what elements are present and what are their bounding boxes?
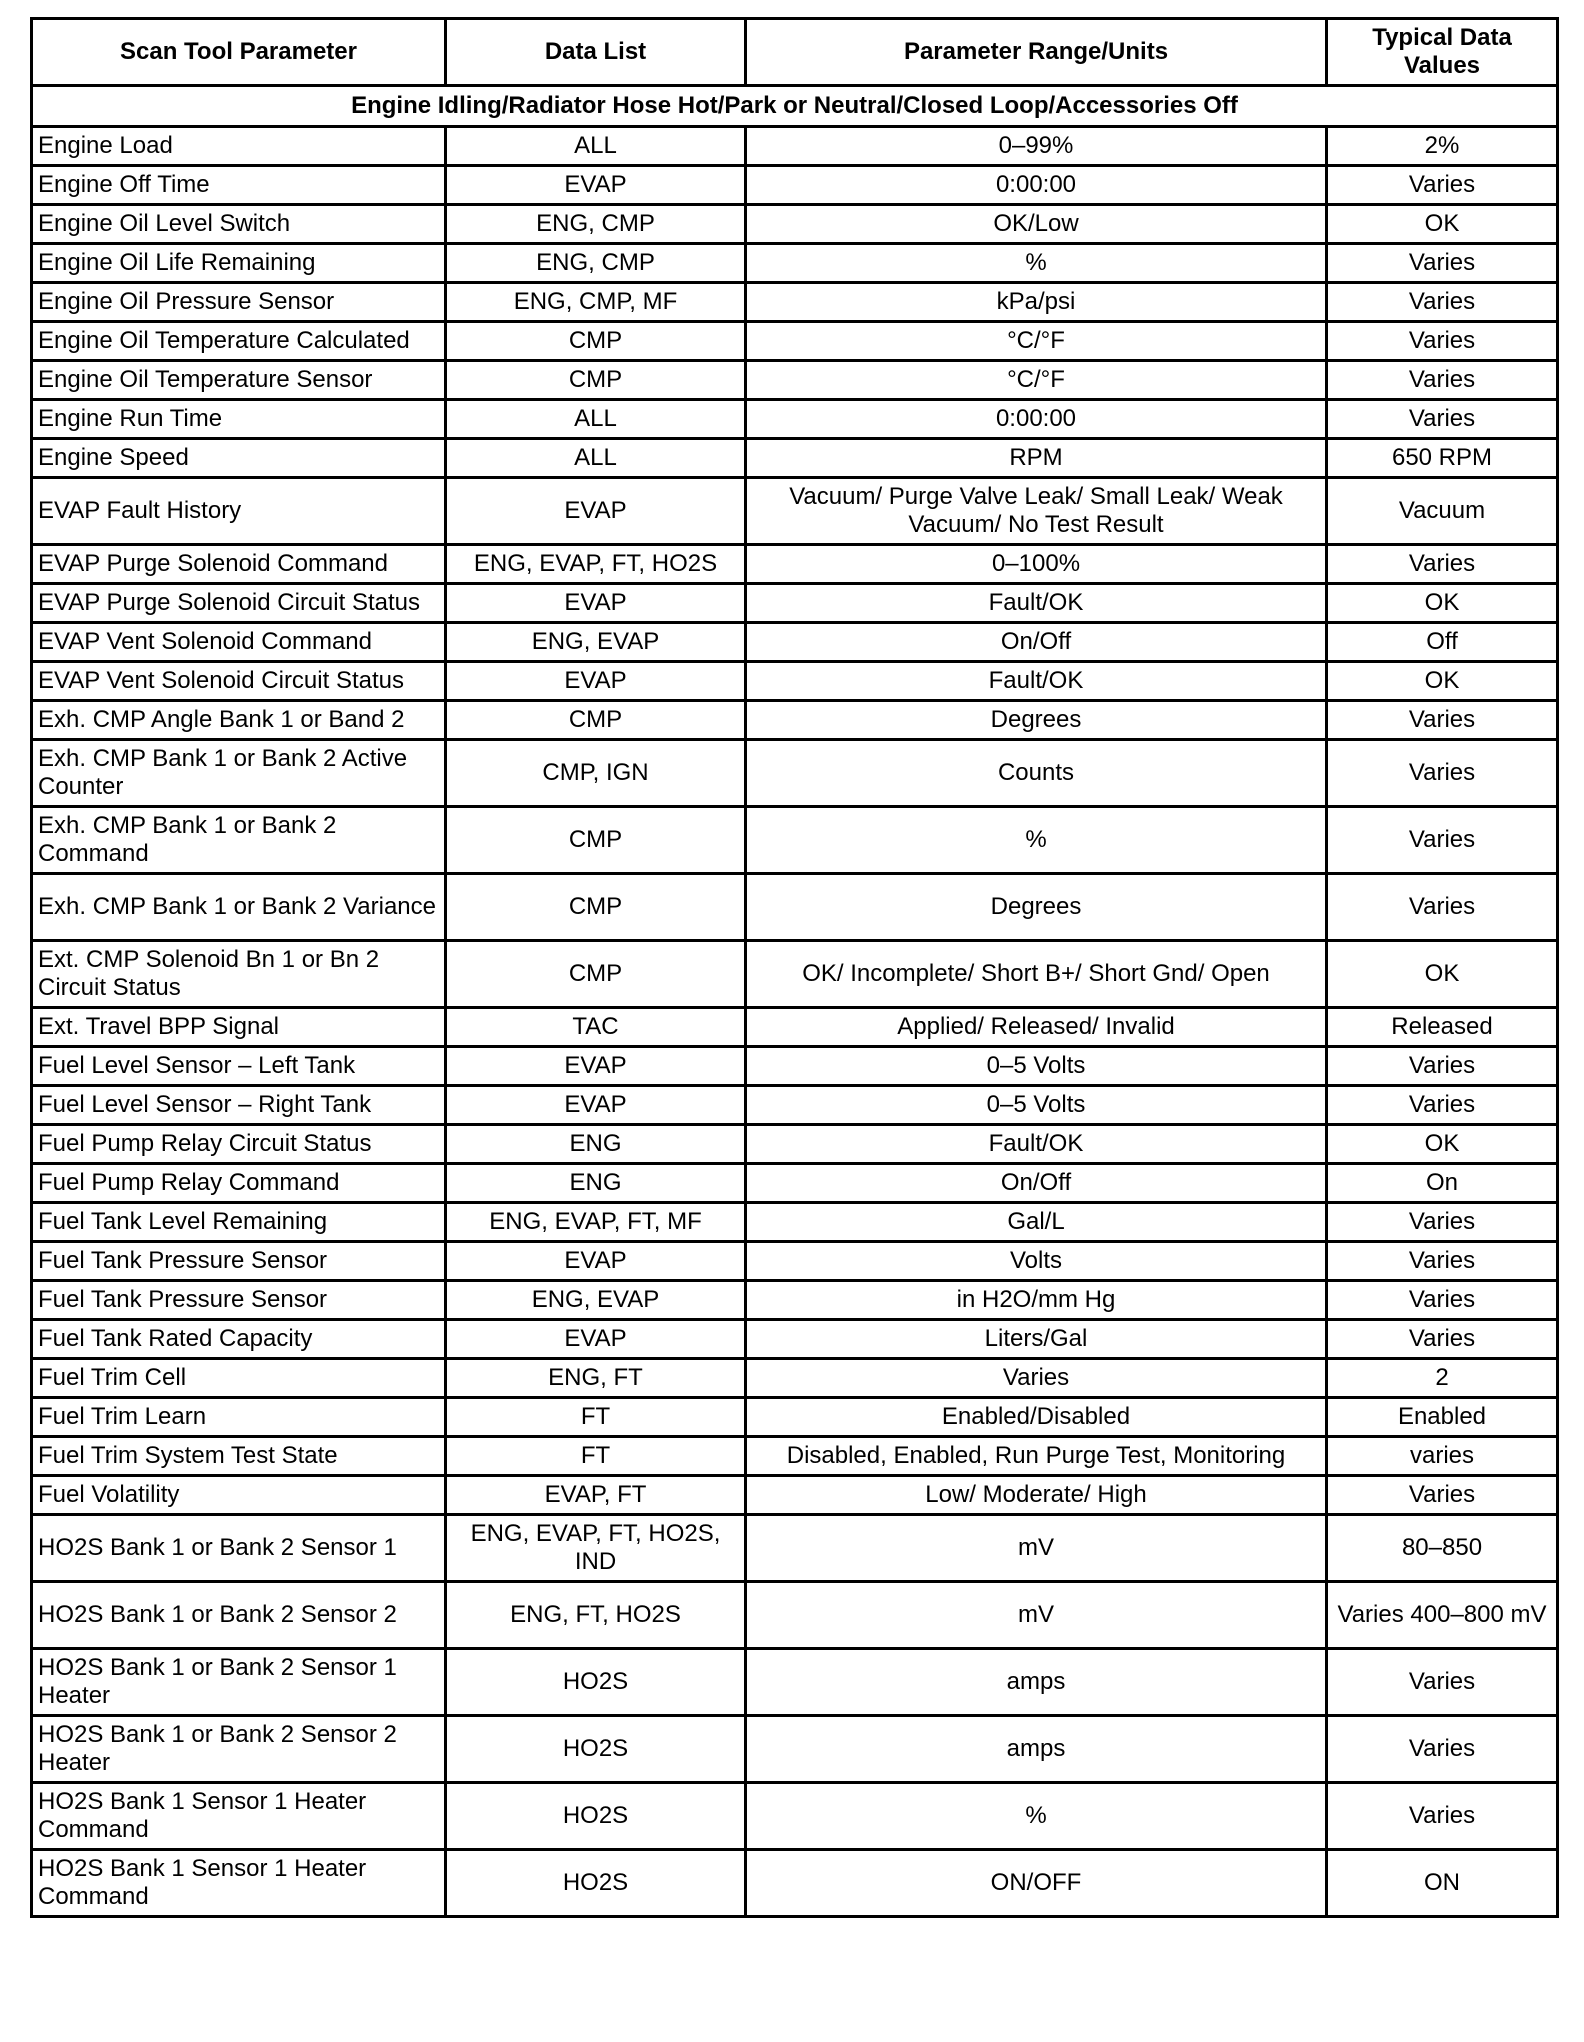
- cell-typical-value: OK: [1327, 941, 1558, 1008]
- cell-data-list: ENG: [446, 1164, 746, 1203]
- cell-parameter: Fuel Volatility: [32, 1476, 446, 1515]
- cell-parameter: Fuel Tank Pressure Sensor: [32, 1242, 446, 1281]
- cell-data-list: EVAP: [446, 1047, 746, 1086]
- cell-parameter: Ext. Travel BPP Signal: [32, 1008, 446, 1047]
- scan-tool-data-table: [30, 17, 1559, 1918]
- cell-range-units: On/Off: [746, 1164, 1327, 1203]
- table-row: [32, 166, 1558, 205]
- cell-typical-value: 2: [1327, 1359, 1558, 1398]
- cell-data-list: CMP: [446, 874, 746, 941]
- cell-parameter: Fuel Level Sensor – Left Tank: [32, 1047, 446, 1086]
- cell-range-units: °C/°F: [746, 322, 1327, 361]
- cell-range-units: RPM: [746, 439, 1327, 478]
- cell-parameter: Engine Oil Pressure Sensor: [32, 283, 446, 322]
- cell-parameter: Fuel Trim System Test State: [32, 1437, 446, 1476]
- cell-parameter: Fuel Trim Cell: [32, 1359, 446, 1398]
- cell-range-units: Vacuum/ Purge Valve Leak/ Small Leak/ Weak Vacuum/ No Test Result: [746, 478, 1327, 545]
- cell-range-units: 0–100%: [746, 545, 1327, 584]
- cell-parameter: Fuel Tank Level Remaining: [32, 1203, 446, 1242]
- cell-parameter: Exh. CMP Angle Bank 1 or Band 2: [32, 701, 446, 740]
- cell-typical-value: Varies: [1327, 701, 1558, 740]
- cell-data-list: HO2S: [446, 1716, 746, 1783]
- cell-data-list: ENG, EVAP, FT, HO2S: [446, 545, 746, 584]
- cell-data-list: ENG, EVAP, FT, HO2S, IND: [446, 1515, 746, 1582]
- cell-parameter: EVAP Vent Solenoid Circuit Status: [32, 662, 446, 701]
- cell-data-list: CMP: [446, 322, 746, 361]
- table-row: [32, 361, 1558, 400]
- table-row: [32, 1649, 1558, 1716]
- cell-typical-value: Released: [1327, 1008, 1558, 1047]
- table-row: [32, 127, 1558, 166]
- cell-typical-value: On: [1327, 1164, 1558, 1203]
- cell-typical-value: Varies: [1327, 361, 1558, 400]
- table-row: [32, 662, 1558, 701]
- cell-typical-value: Varies: [1327, 1281, 1558, 1320]
- table-row: [32, 1437, 1558, 1476]
- cell-data-list: ALL: [446, 127, 746, 166]
- cell-range-units: 0:00:00: [746, 166, 1327, 205]
- cell-typical-value: Varies: [1327, 1047, 1558, 1086]
- cell-parameter: Engine Oil Temperature Calculated: [32, 322, 446, 361]
- cell-data-list: HO2S: [446, 1850, 746, 1917]
- table-row: [32, 322, 1558, 361]
- cell-parameter: Ext. CMP Solenoid Bn 1 or Bn 2 Circuit Status: [32, 941, 446, 1008]
- cell-typical-value: Varies: [1327, 1086, 1558, 1125]
- table-row: [32, 740, 1558, 807]
- cell-range-units: Gal/L: [746, 1203, 1327, 1242]
- cell-range-units: Degrees: [746, 874, 1327, 941]
- header-typical-data-values: Typical Data Values: [1327, 19, 1558, 86]
- cell-data-list: EVAP: [446, 478, 746, 545]
- cell-data-list: EVAP: [446, 166, 746, 205]
- cell-typical-value: varies: [1327, 1437, 1558, 1476]
- table-row: [32, 623, 1558, 662]
- table-row: [32, 1850, 1558, 1917]
- cell-parameter: Exh. CMP Bank 1 or Bank 2 Variance: [32, 874, 446, 941]
- cell-typical-value: Varies: [1327, 283, 1558, 322]
- cell-range-units: ON/OFF: [746, 1850, 1327, 1917]
- cell-parameter: EVAP Purge Solenoid Command: [32, 545, 446, 584]
- cell-range-units: Counts: [746, 740, 1327, 807]
- cell-typical-value: Varies: [1327, 400, 1558, 439]
- cell-data-list: EVAP: [446, 1086, 746, 1125]
- table-row: [32, 1281, 1558, 1320]
- cell-data-list: CMP: [446, 701, 746, 740]
- table-row: [32, 283, 1558, 322]
- cell-typical-value: Varies: [1327, 1320, 1558, 1359]
- cell-range-units: amps: [746, 1649, 1327, 1716]
- table-row: [32, 1476, 1558, 1515]
- cell-data-list: ENG, FT: [446, 1359, 746, 1398]
- cell-parameter: EVAP Vent Solenoid Command: [32, 623, 446, 662]
- table-row: [32, 205, 1558, 244]
- header-parameter-range-units: Parameter Range/Units: [746, 19, 1327, 86]
- cell-data-list: EVAP: [446, 1320, 746, 1359]
- cell-typical-value: Varies: [1327, 545, 1558, 584]
- table-row: [32, 244, 1558, 283]
- cell-range-units: kPa/psi: [746, 283, 1327, 322]
- cell-parameter: Engine Oil Life Remaining: [32, 244, 446, 283]
- cell-parameter: HO2S Bank 1 Sensor 1 Heater Command: [32, 1783, 446, 1850]
- table-row: [32, 400, 1558, 439]
- cell-typical-value: OK: [1327, 1125, 1558, 1164]
- cell-range-units: amps: [746, 1716, 1327, 1783]
- cell-range-units: mV: [746, 1582, 1327, 1649]
- table-row: [32, 545, 1558, 584]
- cell-parameter: EVAP Fault History: [32, 478, 446, 545]
- cell-parameter: Engine Load: [32, 127, 446, 166]
- cell-data-list: CMP: [446, 361, 746, 400]
- table-row: [32, 1716, 1558, 1783]
- cell-range-units: %: [746, 244, 1327, 283]
- cell-parameter: Fuel Tank Pressure Sensor: [32, 1281, 446, 1320]
- table-row: [32, 439, 1558, 478]
- cell-range-units: °C/°F: [746, 361, 1327, 400]
- cell-range-units: Applied/ Released/ Invalid: [746, 1008, 1327, 1047]
- cell-data-list: FT: [446, 1398, 746, 1437]
- cell-parameter: EVAP Purge Solenoid Circuit Status: [32, 584, 446, 623]
- cell-parameter: HO2S Bank 1 or Bank 2 Sensor 1 Heater: [32, 1649, 446, 1716]
- cell-typical-value: 650 RPM: [1327, 439, 1558, 478]
- cell-parameter: HO2S Bank 1 or Bank 2 Sensor 2 Heater: [32, 1716, 446, 1783]
- table-row: [32, 1515, 1558, 1582]
- table-row: [32, 1203, 1558, 1242]
- table-row: [32, 807, 1558, 874]
- cell-typical-value: Varies: [1327, 322, 1558, 361]
- table-row: [32, 478, 1558, 545]
- table-row: [32, 1320, 1558, 1359]
- cell-range-units: 0–5 Volts: [746, 1086, 1327, 1125]
- cell-typical-value: Enabled: [1327, 1398, 1558, 1437]
- header-row: [32, 19, 1558, 86]
- table-row: [32, 1125, 1558, 1164]
- cell-parameter: Fuel Trim Learn: [32, 1398, 446, 1437]
- cell-typical-value: Varies: [1327, 1783, 1558, 1850]
- cell-data-list: HO2S: [446, 1649, 746, 1716]
- cell-range-units: Volts: [746, 1242, 1327, 1281]
- cell-parameter: Exh. CMP Bank 1 or Bank 2 Command: [32, 807, 446, 874]
- table-row: [32, 1783, 1558, 1850]
- cell-parameter: HO2S Bank 1 or Bank 2 Sensor 2: [32, 1582, 446, 1649]
- cell-parameter: HO2S Bank 1 Sensor 1 Heater Command: [32, 1850, 446, 1917]
- cell-typical-value: OK: [1327, 662, 1558, 701]
- cell-data-list: CMP: [446, 941, 746, 1008]
- table-row: [32, 941, 1558, 1008]
- cell-range-units: Disabled, Enabled, Run Purge Test, Monitoring: [746, 1437, 1327, 1476]
- cell-range-units: Fault/OK: [746, 1125, 1327, 1164]
- cell-typical-value: Varies 400–800 mV: [1327, 1582, 1558, 1649]
- cell-data-list: EVAP: [446, 1242, 746, 1281]
- cell-data-list: ENG: [446, 1125, 746, 1164]
- cell-range-units: Liters/Gal: [746, 1320, 1327, 1359]
- cell-range-units: OK/ Incomplete/ Short B+/ Short Gnd/ Open: [746, 941, 1327, 1008]
- cell-parameter: Fuel Level Sensor – Right Tank: [32, 1086, 446, 1125]
- cell-typical-value: Off: [1327, 623, 1558, 662]
- cell-range-units: %: [746, 1783, 1327, 1850]
- cell-typical-value: Varies: [1327, 166, 1558, 205]
- cell-data-list: EVAP, FT: [446, 1476, 746, 1515]
- table-row: [32, 701, 1558, 740]
- cell-data-list: ENG, EVAP: [446, 623, 746, 662]
- cell-parameter: Engine Oil Level Switch: [32, 205, 446, 244]
- cell-typical-value: Varies: [1327, 244, 1558, 283]
- cell-typical-value: Varies: [1327, 1649, 1558, 1716]
- header-scan-tool-parameter: Scan Tool Parameter: [32, 19, 446, 86]
- cell-parameter: Fuel Pump Relay Command: [32, 1164, 446, 1203]
- cell-typical-value: 2%: [1327, 127, 1558, 166]
- table-row: [32, 1582, 1558, 1649]
- header-data-list: Data List: [446, 19, 746, 86]
- cell-range-units: Fault/OK: [746, 584, 1327, 623]
- cell-data-list: CMP, IGN: [446, 740, 746, 807]
- cell-parameter: Engine Run Time: [32, 400, 446, 439]
- cell-range-units: %: [746, 807, 1327, 874]
- cell-range-units: Enabled/Disabled: [746, 1398, 1327, 1437]
- cell-range-units: 0–99%: [746, 127, 1327, 166]
- table-row: [32, 1008, 1558, 1047]
- cell-data-list: CMP: [446, 807, 746, 874]
- cell-data-list: FT: [446, 1437, 746, 1476]
- cell-range-units: Fault/OK: [746, 662, 1327, 701]
- cell-range-units: 0–5 Volts: [746, 1047, 1327, 1086]
- cell-data-list: ALL: [446, 400, 746, 439]
- table-row: [32, 1398, 1558, 1437]
- cell-range-units: mV: [746, 1515, 1327, 1582]
- cell-data-list: ENG, EVAP: [446, 1281, 746, 1320]
- section-row: [32, 86, 1558, 127]
- cell-typical-value: OK: [1327, 584, 1558, 623]
- cell-data-list: ALL: [446, 439, 746, 478]
- cell-typical-value: Varies: [1327, 807, 1558, 874]
- cell-typical-value: Varies: [1327, 874, 1558, 941]
- cell-typical-value: ON: [1327, 1850, 1558, 1917]
- cell-range-units: in H2O/mm Hg: [746, 1281, 1327, 1320]
- cell-range-units: Degrees: [746, 701, 1327, 740]
- cell-typical-value: Varies: [1327, 1716, 1558, 1783]
- table-row: [32, 1242, 1558, 1281]
- table-row: [32, 874, 1558, 941]
- cell-data-list: ENG, CMP: [446, 205, 746, 244]
- section-title: Engine Idling/Radiator Hose Hot/Park or Neutral/Closed Loop/Accessories Off: [32, 86, 1558, 127]
- cell-range-units: Varies: [746, 1359, 1327, 1398]
- cell-data-list: ENG, EVAP, FT, MF: [446, 1203, 746, 1242]
- cell-data-list: EVAP: [446, 662, 746, 701]
- cell-typical-value: Varies: [1327, 1476, 1558, 1515]
- cell-typical-value: Varies: [1327, 1203, 1558, 1242]
- cell-parameter: Engine Off Time: [32, 166, 446, 205]
- table-row: [32, 1047, 1558, 1086]
- cell-data-list: TAC: [446, 1008, 746, 1047]
- cell-parameter: Fuel Pump Relay Circuit Status: [32, 1125, 446, 1164]
- table-row: [32, 1164, 1558, 1203]
- cell-data-list: ENG, FT, HO2S: [446, 1582, 746, 1649]
- cell-range-units: On/Off: [746, 623, 1327, 662]
- cell-parameter: Exh. CMP Bank 1 or Bank 2 Active Counter: [32, 740, 446, 807]
- cell-range-units: OK/Low: [746, 205, 1327, 244]
- table-row: [32, 1359, 1558, 1398]
- cell-data-list: ENG, CMP: [446, 244, 746, 283]
- cell-parameter: HO2S Bank 1 or Bank 2 Sensor 1: [32, 1515, 446, 1582]
- cell-data-list: HO2S: [446, 1783, 746, 1850]
- cell-parameter: Engine Speed: [32, 439, 446, 478]
- cell-typical-value: Varies: [1327, 1242, 1558, 1281]
- table-row: [32, 584, 1558, 623]
- cell-parameter: Fuel Tank Rated Capacity: [32, 1320, 446, 1359]
- cell-typical-value: Vacuum: [1327, 478, 1558, 545]
- cell-parameter: Engine Oil Temperature Sensor: [32, 361, 446, 400]
- cell-range-units: 0:00:00: [746, 400, 1327, 439]
- cell-range-units: Low/ Moderate/ High: [746, 1476, 1327, 1515]
- cell-typical-value: Varies: [1327, 740, 1558, 807]
- cell-data-list: ENG, CMP, MF: [446, 283, 746, 322]
- cell-typical-value: 80–850: [1327, 1515, 1558, 1582]
- table-row: [32, 1086, 1558, 1125]
- cell-typical-value: OK: [1327, 205, 1558, 244]
- cell-data-list: EVAP: [446, 584, 746, 623]
